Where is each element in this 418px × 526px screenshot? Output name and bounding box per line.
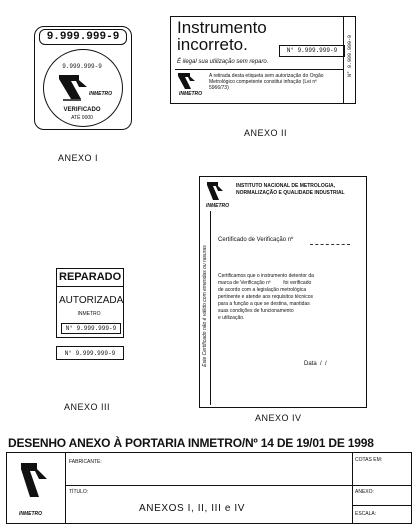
anexo-1-code: 9.999.999-9 (39, 29, 127, 45)
drawing-heading: DESENHO ANEXO À PORTARIA INMETRO/Nº 14 DE 19/01 DE 1998 (8, 436, 374, 450)
anexo-2-title-1: Instrumento (177, 18, 267, 37)
title-block (6, 452, 412, 524)
anexo-2-prohibited: É ilegal sua utilização sem reparo. (177, 59, 269, 65)
anexo-3-title: REPARADO (59, 271, 122, 283)
anexo-2-side-code: N° 9.999.999-9 (347, 35, 353, 78)
anexo-2-inmetro-logo-icon (177, 72, 205, 90)
anexo-2-code: N° 9.999.999-9 (279, 45, 345, 57)
anexo-4-side-divider (210, 211, 211, 405)
anexo-3-code-2: N° 9.999.999-9 (64, 350, 116, 357)
anexo-4-body-5: para a função a que se destina, mantidas (218, 301, 310, 307)
anexo-1-until: ATÉ 0000 (71, 115, 93, 121)
anexo-3-seal (56, 268, 124, 338)
titulo-label: TÍTULO: (69, 489, 89, 495)
fabricante-label: FABRICANTE: (69, 459, 102, 465)
anexo-1-inner-code: 9.999.999-9 (62, 63, 102, 70)
title-block-logo-text: INMETRO (19, 511, 43, 517)
anexo-line (352, 505, 411, 506)
anexo-1-seal (34, 26, 132, 130)
anexo-4-certificate (199, 176, 367, 408)
anexo-4-side-text: Este Certificado não é válido com emendas ou rasuras (202, 245, 208, 367)
anexo-3-separator (57, 286, 123, 287)
anexo-3-label: ANEXO III (64, 402, 111, 412)
anexo-4-inmetro-logo-icon (206, 181, 232, 201)
anexo-4-body-3: de acordo com a legislação metrológica (218, 287, 307, 293)
cotas-line (352, 485, 411, 486)
escala-label: ESCALA: (355, 511, 377, 517)
anexo-label: ANEXO: (355, 489, 374, 495)
anexo-3-code-1: N° 9.999.999-9 (61, 323, 121, 334)
anexo-4-org-line-1: INSTITUTO NACIONAL DE METROLOGIA, (236, 183, 335, 189)
anexo-3-authorized: AUTORIZADA (59, 295, 124, 306)
anexo-4-org-line-2: NORMALIZAÇÃO E QUALIDADE INDUSTRIAL (236, 190, 345, 196)
title-block-right-divider (352, 453, 353, 523)
anexo-4-body-6: suas condições de funcionamento (218, 308, 294, 314)
anexo-2-logo-text: INMETRO (179, 91, 203, 97)
anexo-3-org: INMETRO (77, 311, 101, 317)
anexo-2-notice: A retirada desta etiqueta sem autorização do Órgão Metrológico competente constitui infração (Lei nº 5966/73) (209, 73, 324, 91)
cotas-label: COTAS EM: (355, 457, 383, 463)
anexo-1-logo-text: INMETRO (89, 91, 113, 97)
anexo-3-code-strip (56, 346, 124, 360)
anexo-2-side-divider (343, 17, 344, 103)
anexo-2-tag (170, 16, 356, 104)
anexo-4-label: ANEXO IV (255, 413, 302, 423)
anexo-4-cert-line (310, 244, 350, 245)
anexo-4-body-4: pertinente e atende aos requisitos técnicos (218, 294, 314, 300)
anexo-4-cert-label: Certificado de Verificação nº (218, 237, 294, 243)
anexo-4-body-1: Certificamos que o instrumento detentor da (218, 273, 314, 279)
title-block-inmetro-logo-icon (19, 461, 53, 501)
anexo-2-separator (175, 69, 343, 70)
anexo-2-label: ANEXO II (244, 128, 288, 138)
anexo-4-body-2: marca de Verificação nº foi verificado (218, 280, 312, 286)
anexo-4-date: Data / / (304, 361, 327, 367)
anexo-1-label: ANEXO I (58, 153, 99, 163)
anexo-1-verified: VERIFICADO (63, 107, 101, 113)
title-block-logo-divider (65, 453, 66, 523)
anexo-4-body-7: e utilização. (218, 315, 245, 321)
anexo-4-logo-text: INMETRO (206, 203, 230, 209)
title-value: ANEXOS I, II, III e IV (139, 503, 246, 514)
anexo-2-title-2: incorreto. (177, 35, 248, 54)
